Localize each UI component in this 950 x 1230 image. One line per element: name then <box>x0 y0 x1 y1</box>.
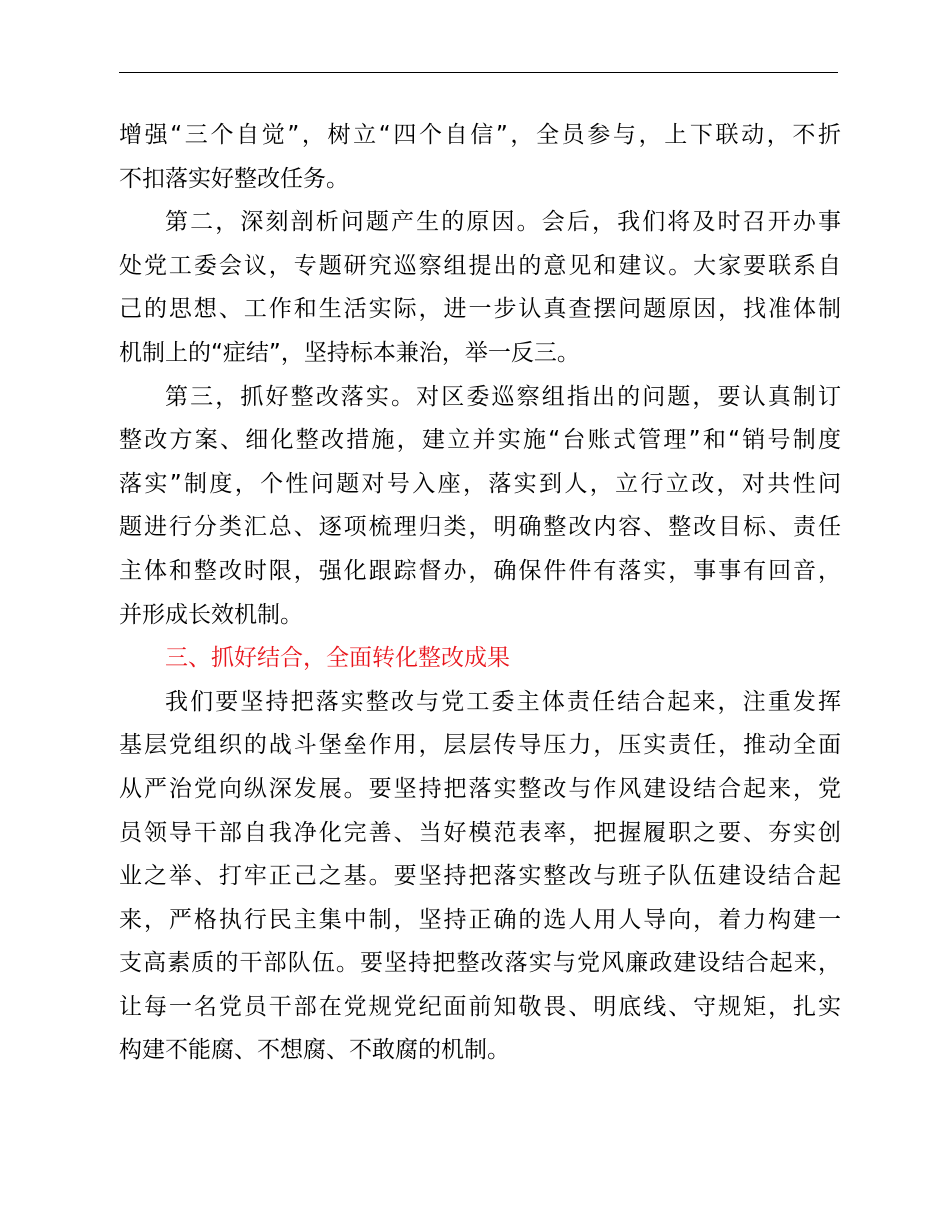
text-line: 基层党组织的战斗堡垒作用，层层传导压力，压实责任，推动全面 <box>119 732 841 759</box>
text-line: 主体和整改时限，强化跟踪督办，确保件件有落实，事事有回音， <box>119 557 841 584</box>
text-line: 业之举、打牢正己之基。要坚持把落实整改与班子队伍建设结合起 <box>119 863 841 890</box>
text-line: 落实”制度，个性问题对号入座，落实到人，立行立改，对共性问 <box>119 470 841 497</box>
text-line: 支高素质的干部队伍。要坚持把整改落实与党风廉政建设结合起来， <box>119 950 841 977</box>
text-line: 构建不能腐、不想腐、不敢腐的机制。 <box>119 1037 510 1064</box>
text-line: 处党工委会议，专题研究巡察组提出的意见和建议。大家要联系自 <box>119 252 841 279</box>
text-line: 并形成长效机制。 <box>119 601 303 628</box>
paragraph-start-line: 第三，抓好整改落实。对区委巡察组指出的问题，要认真制订 <box>165 383 841 410</box>
text-line: 己的思想、工作和生活实际，进一步认真查摆问题原因，找准体制 <box>119 296 841 323</box>
text-line: 不扣落实好整改任务。 <box>119 165 349 192</box>
paragraph-start-line: 第二，深刻剖析问题产生的原因。会后，我们将及时召开办事 <box>165 209 841 236</box>
paragraph-start-line: 我们要坚持把落实整改与党工委主体责任结合起来，注重发挥 <box>165 688 841 715</box>
text-line: 让每一名党员干部在党规党纪面前知敬畏、明底线、守规矩，扎实 <box>119 993 841 1020</box>
text-line: 机制上的“症结”，坚持标本兼治，举一反三。 <box>119 339 580 366</box>
text-line: 从严治党向纵深发展。要坚持把落实整改与作风建设结合起来，党 <box>119 775 841 802</box>
text-line: 员领导干部自我净化完善、当好模范表率，把握履职之要、夯实创 <box>119 819 841 846</box>
text-line: 整改方案、细化整改措施，建立并实施“台账式管理”和“销号制度 <box>119 427 841 454</box>
text-line: 增强“三个自觉”，树立“四个自信”，全员参与，上下联动，不折 <box>119 122 841 148</box>
text-line: 题进行分类汇总、逐项梳理归类，明确整改内容、整改目标、责任 <box>119 514 841 541</box>
text-line: 来，严格执行民主集中制，坚持正确的选人用人导向，着力构建一 <box>119 906 841 933</box>
header-rule <box>119 72 838 73</box>
body-text <box>119 114 841 1073</box>
section-heading: 三、抓好结合，全面转化整改成果 <box>165 645 510 672</box>
